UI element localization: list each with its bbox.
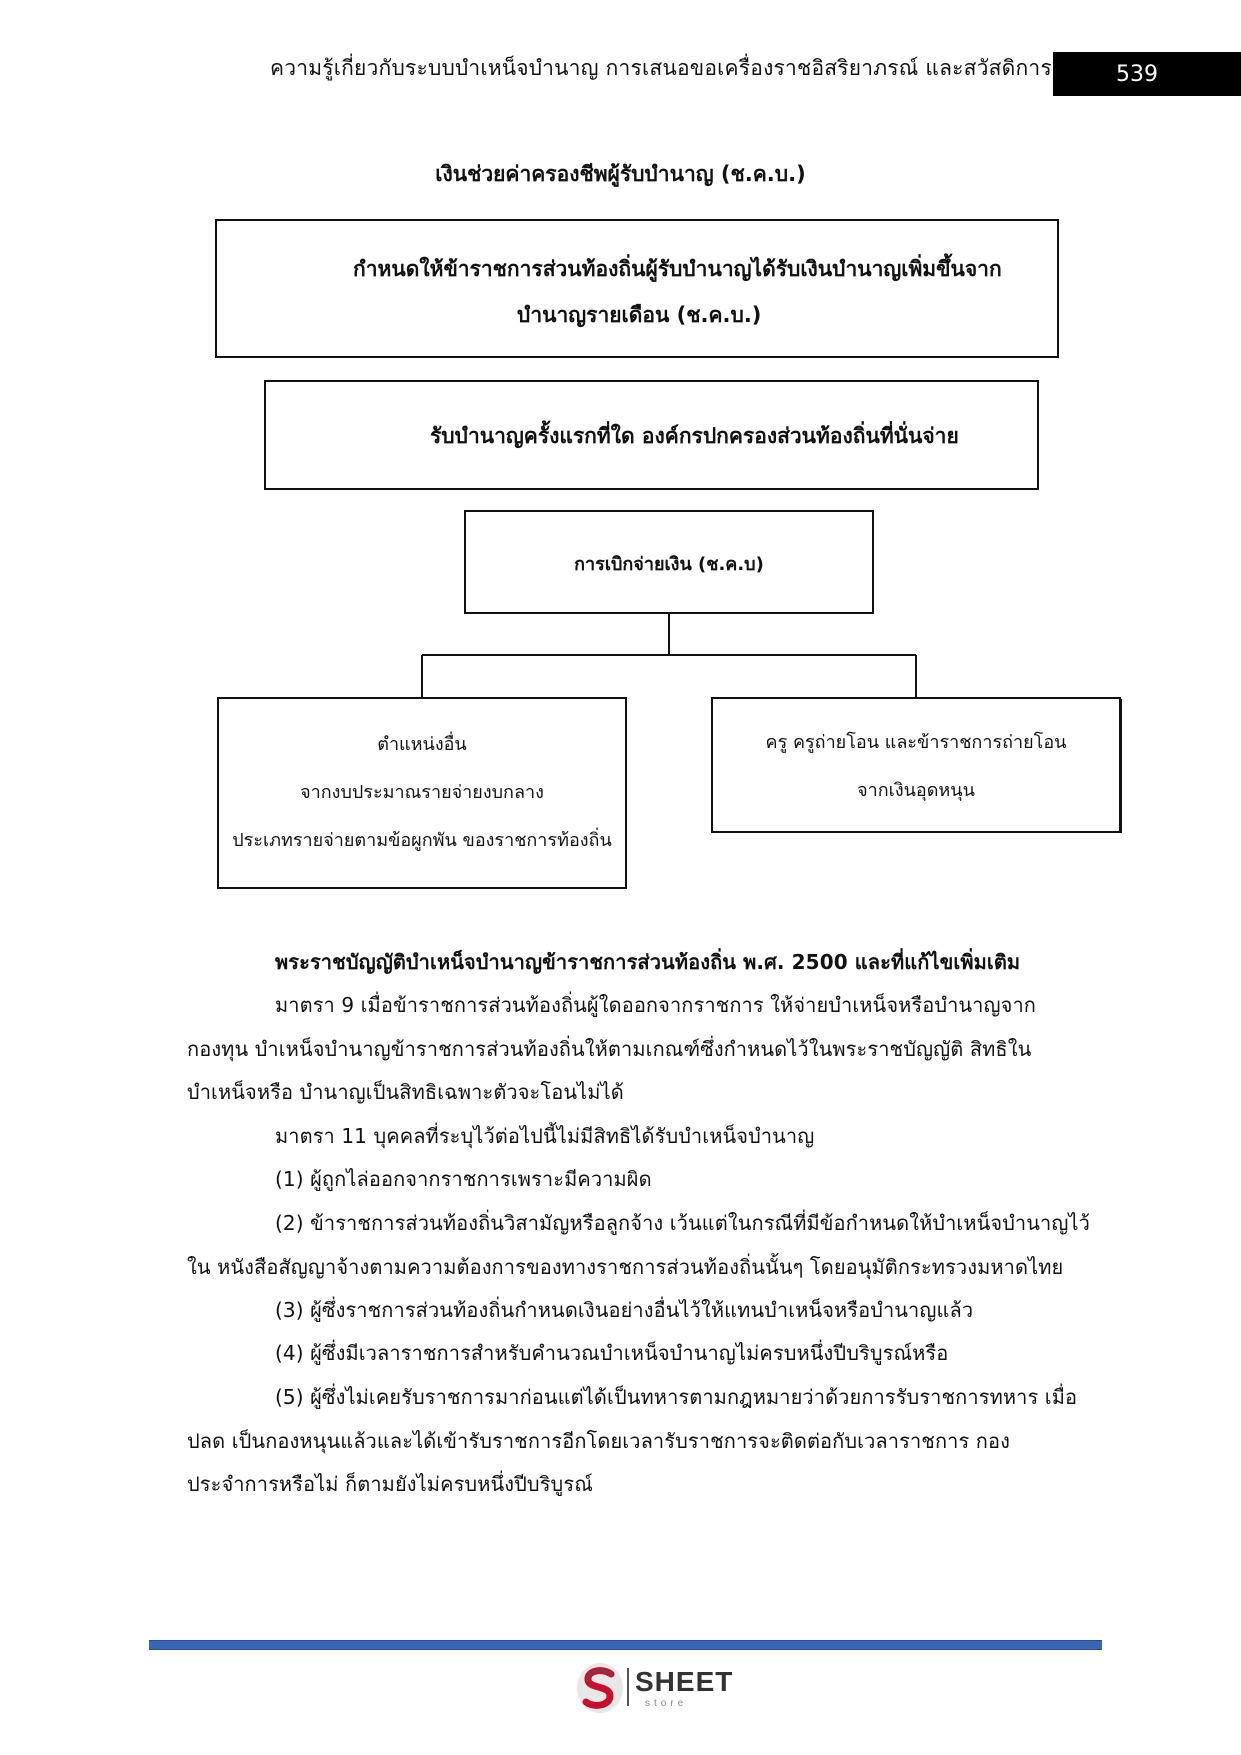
box-other-line1: ตำแหน่งอื่น — [377, 734, 467, 755]
logo-s-icon — [575, 1660, 625, 1716]
body-line: (5) ผู้ซึ่งไม่เคยรับราชการมาก่อนแต่ได้เป็นทหารตามกฎหมายว่าด้วยการรับราชการทหาร เมื่อ — [275, 1385, 1078, 1409]
footer-divider — [149, 1640, 1102, 1650]
box-teachers-line1: ครู ครูถ่ายโอน และข้าราชการถ่ายโอน — [765, 732, 1067, 753]
body-line: ประจำการหรือไม่ ก็ตามยังไม่ครบหนึ่งปีบริบูรณ์ — [187, 1472, 593, 1496]
body-line: (1) ผู้ถูกไล่ออกจากราชการเพราะมีความผิด — [275, 1167, 652, 1191]
body-line: (4) ผู้ซึ่งมีเวลาราชการสำหรับคำนวณบำเหน็จบำนาญไม่ครบหนึ่งปีบริบูรณ์หรือ — [275, 1341, 949, 1365]
body-line: มาตรา 11 บุคคลที่ระบุไว้ต่อไปนี้ไม่มีสิทธิได้รับบำเหน็จบำนาญ — [275, 1124, 815, 1148]
box-definition-line2: บำนาญรายเดือน (ช.ค.บ.) — [517, 303, 762, 327]
logo-subtext: store — [645, 1698, 688, 1709]
body-line: บำเหน็จหรือ บำนาญเป็นสิทธิเฉพาะตัวจะโอนไม่ได้ — [187, 1080, 624, 1104]
box-other-line3: ประเภทรายจ่ายตามข้อผูกพัน ของราชการท้องถิ่น — [232, 830, 612, 851]
diagram-box-payer — [264, 380, 1039, 490]
diagram-box-other-positions — [217, 697, 627, 889]
body-line: ปลด เป็นกองหนุนแล้วและได้เข้ารับราชการอีกโดยเวลารับราชการจะติดต่อกับเวลาราชการ กอง — [187, 1429, 1010, 1453]
body-line: ใน หนังสือสัญญาจ้างตามความต้องการของทางราชการส่วนท้องถิ่นนั้นๆ โดยอนุมัติกระทรวงมหาดไทย — [187, 1255, 1064, 1279]
page-number: 539 — [1053, 52, 1241, 96]
diagram-box-teachers — [711, 697, 1121, 833]
box-payer-line1: รับบำนาญครั้งแรกที่ใด องค์กรปกครองส่วนท้องถิ่นที่นั่นจ่าย — [430, 424, 959, 448]
box-definition-line1: กำหนดให้ข้าราชการส่วนท้องถิ่นผู้รับบำนาญได้รับเงินบำนาญเพิ่มขึ้นจาก — [353, 257, 1002, 281]
box-teachers-line2: จากเงินอุดหนุน — [857, 780, 975, 801]
act-heading: พระราชบัญญัติบำเหน็จบำนาญข้าราชการส่วนท้องถิ่น พ.ศ. 2500 และที่แก้ไขเพิ่มเติม — [275, 950, 1021, 974]
box-other-line2: จากงบประมาณรายจ่ายงบกลาง — [300, 782, 544, 803]
diagram-box-disbursement — [464, 510, 874, 614]
diagram-title: เงินช่วยค่าครองชีพผู้รับบำนาญ (ช.ค.บ.) — [435, 162, 806, 186]
logo-wordmark: SHEET — [635, 1666, 734, 1697]
body-line: กองทุน บำเหน็จบำนาญข้าราชการส่วนท้องถิ่นให้ตามเกณฑ์ซึ่งกำหนดไว้ในพระราชบัญญัติ สิทธิใน — [187, 1037, 1032, 1061]
body-line: มาตรา 9 เมื่อข้าราชการส่วนท้องถิ่นผู้ใดออกจากราชการ ให้จ่ายบำเหน็จหรือบำนาญจาก — [275, 993, 1036, 1017]
sheet-store-logo — [575, 1660, 745, 1716]
body-line: (2) ข้าราชการส่วนท้องถิ่นวิสามัญหรือลูกจ้าง เว้นแต่ในกรณีที่มีข้อกำหนดให้บำเหน็จบำนาญไว้ — [275, 1211, 1090, 1235]
logo-divider — [627, 1668, 629, 1706]
running-header: ความรู้เกี่ยวกับระบบบำเหน็จบำนาญ การเสนอขอเครื่องราชอิสริยาภรณ์ และสวัสดิการ — [270, 56, 1052, 80]
box-disbursement-line1: การเบิกจ่ายเงิน (ช.ค.บ) — [574, 554, 764, 575]
diagram-box-definition — [215, 219, 1059, 358]
body-line: (3) ผู้ซึ่งราชการส่วนท้องถิ่นกำหนดเงินอย่างอื่นไว้ให้แทนบำเหน็จหรือบำนาญแล้ว — [275, 1298, 974, 1322]
